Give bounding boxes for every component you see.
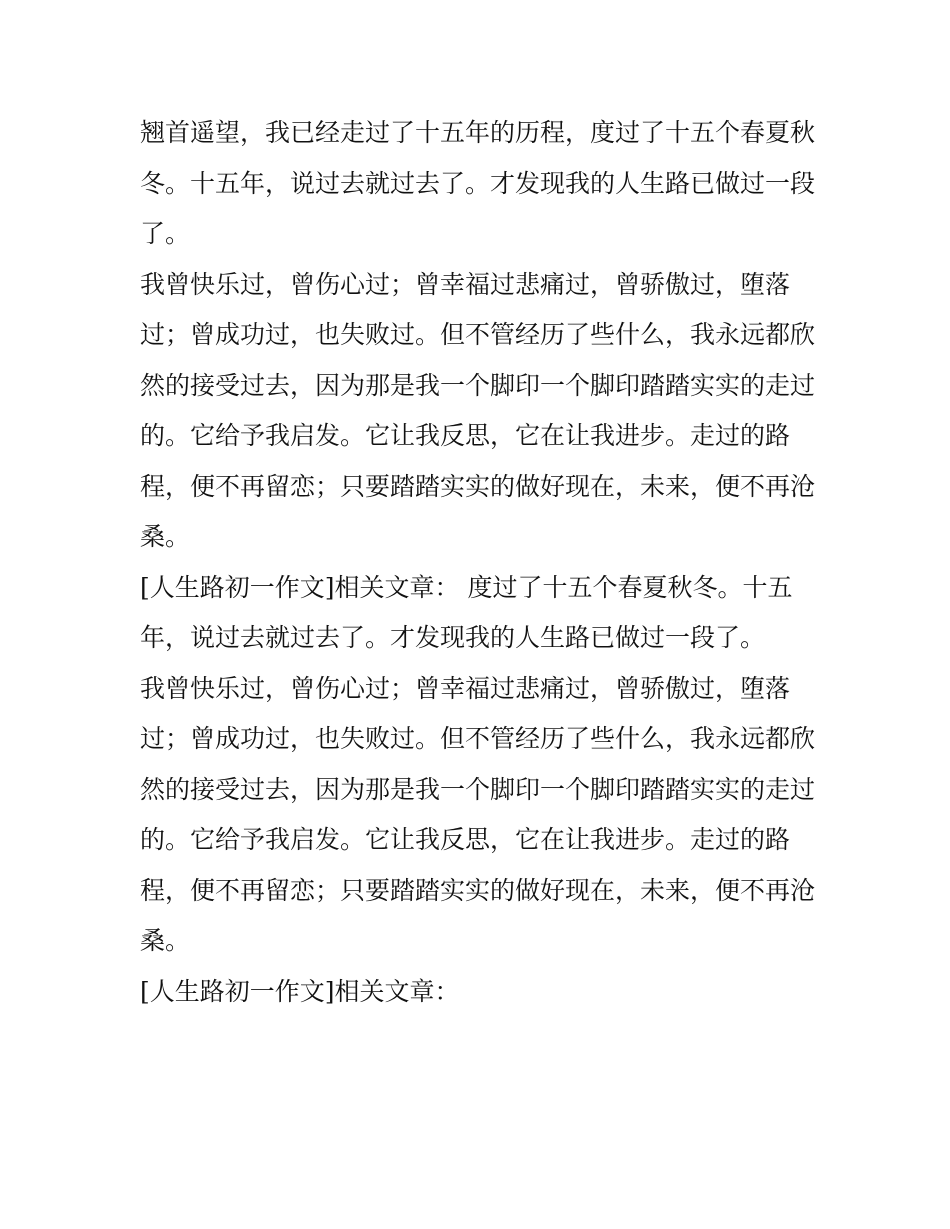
paragraph-related-2: [人生路初一作文]相关文章：	[140, 976, 460, 1006]
paragraph-intro: 翘首遥望，我已经走过了十五年的历程，度过了十五个春夏秋 冬。十五年，说过去就过去了。才发现我的人生路已做过一段 了。	[140, 118, 816, 248]
paragraph-reflection-repeat: 我曾快乐过，曾伤心过；曾幸福过悲痛过，曾骄傲过，堕落 过；曾成功过，也失败过。但不管经历了些什么，我永远都欣 然的接受过去，因为那是我一个脚印一个脚印踏踏实实的走过 的。它给予我启发。它让我反思，它在让我进步。走过的路 程，便不再留恋；只要踏踏实实的做好现在，未来，便不再沧 桑。	[140, 673, 816, 955]
document-body	[140, 108, 815, 1017]
paragraph-related-1: [人生路初一作文]相关文章： 度过了十五个春夏秋冬。十五 年，说过去就过去了。才发现我的人生路已做过一段了。	[140, 572, 793, 652]
paragraph-reflection: 我曾快乐过，曾伤心过；曾幸福过悲痛过，曾骄傲过，堕落 过；曾成功过，也失败过。但不管经历了些什么，我永远都欣 然的接受过去，因为那是我一个脚印一个脚印踏踏实实的走过 的。它给予我启发。它让我反思，它在让我进步。走过的路 程，便不再留恋；只要踏踏实实的做好现在，未来，便不再沧 桑。	[140, 269, 816, 551]
